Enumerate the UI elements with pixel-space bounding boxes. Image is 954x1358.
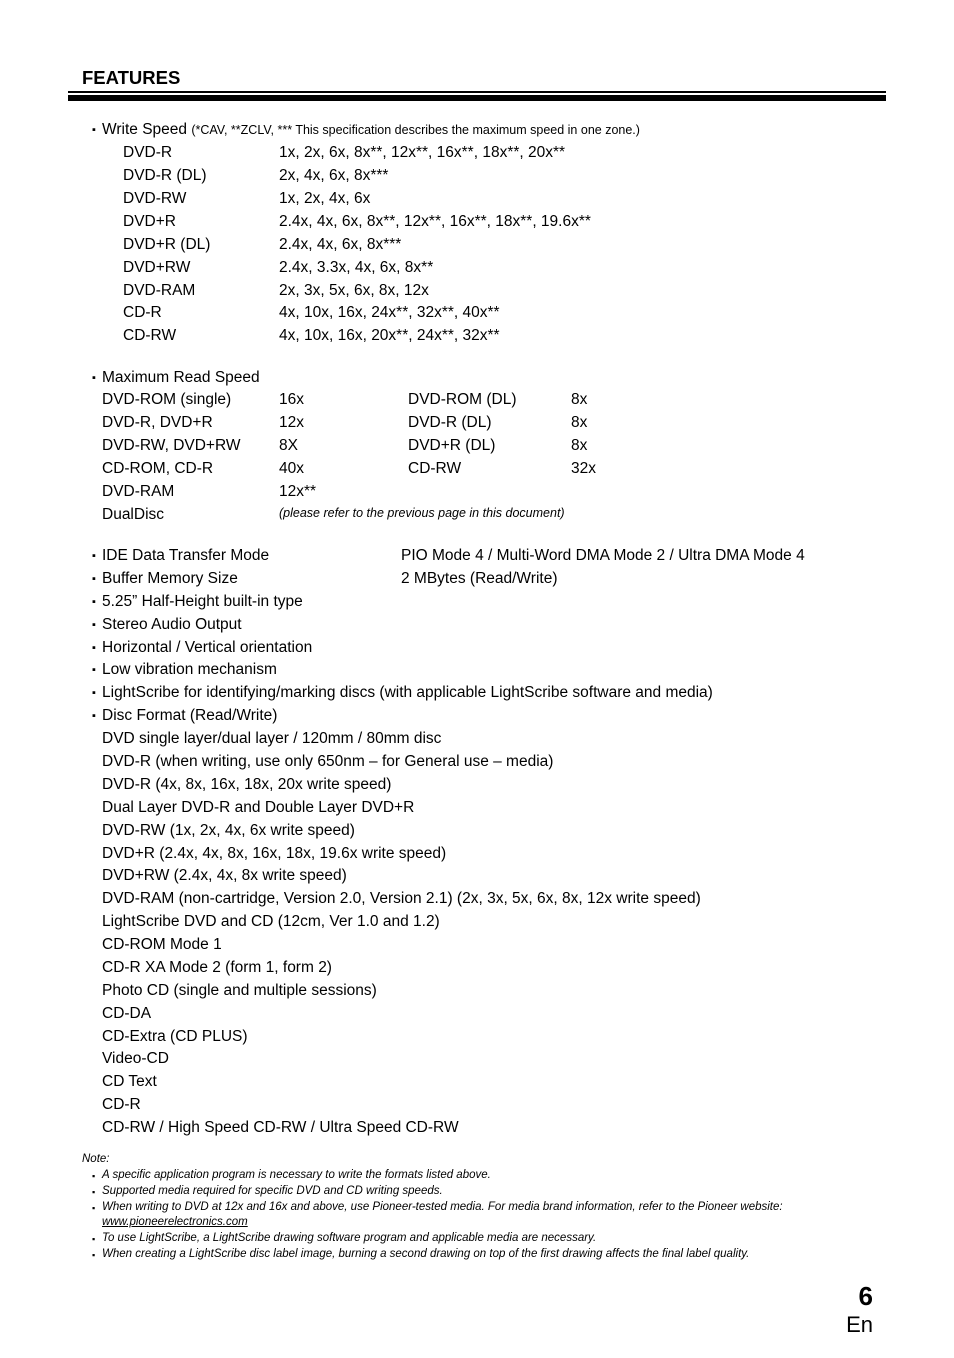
format-item: CD-ROM Mode 1 [102, 936, 222, 953]
spec-value-buffer: 2 MBytes (Read/Write) [401, 570, 558, 587]
read-speed-value: 40x [279, 460, 304, 477]
write-speed-values-dvd-plus-r-dl: 2.4x, 4x, 6x, 8x*** [279, 236, 402, 253]
feature-item: ▪ LightScribe for identifying/marking discs (with applicable LightScribe software and media) [102, 684, 713, 702]
read-speed-value: 8x [571, 414, 588, 431]
section-title: FEATURES [82, 67, 181, 88]
read-speed-value: 12x [279, 414, 304, 431]
write-speed-values-dvd-plus-rw: 2.4x, 3.3x, 4x, 6x, 8x** [279, 259, 434, 276]
note-item: ▪ Supported media required for specific DVD and CD writing speeds. [102, 1185, 443, 1197]
feature-item: ▪ Disc Format (Read/Write) [102, 707, 277, 725]
format-item: DVD+RW (2.4x, 4x, 8x write speed) [102, 867, 347, 884]
read-media: DVD-RAM [102, 483, 175, 500]
write-speed-media-dvd-r-dl: DVD-R (DL) [123, 167, 207, 184]
read-media: DVD-R (DL) [408, 414, 492, 431]
read-speed-value: 12x** [279, 483, 317, 500]
note-item: ▪ To use LightScribe, a LightScribe drawing software program and applicable media are necessary. [102, 1232, 596, 1244]
read-media: DVD-R, DVD+R [102, 414, 213, 431]
read-speed-heading: ▪ Maximum Read Speed [102, 369, 260, 387]
format-item: DVD single layer/dual layer / 120mm / 80mm disc [102, 730, 442, 747]
format-item: Video-CD [102, 1050, 169, 1067]
write-speed-values-cd-r: 4x, 10x, 16x, 24x**, 32x**, 40x** [279, 304, 500, 321]
note-item: ▪ When writing to DVD at 12x and 16x and above, use Pioneer-tested media. For media brand information, refer to the Pioneer website: [102, 1201, 783, 1213]
write-speed-media-dvd-r: DVD-R [123, 144, 173, 161]
write-speed-media-dvd-plus-r: DVD+R [123, 213, 176, 230]
write-speed-media-cd-rw: CD-RW [123, 327, 177, 344]
write-speed-values-dvd-rw: 1x, 2x, 4x, 6x [279, 190, 371, 207]
write-speed-heading [102, 121, 640, 139]
format-item: DVD+R (2.4x, 4x, 8x, 16x, 18x, 19.6x write speed) [102, 845, 447, 862]
write-speed-label: Write Speed [102, 121, 188, 138]
read-media: DVD-ROM (single) [102, 391, 232, 408]
notes-heading: Note: [82, 1153, 110, 1165]
write-speed-media-dvd-plus-rw: DVD+RW [123, 259, 191, 276]
feature-item: ▪ Low vibration mechanism [102, 661, 277, 679]
title-rule-thin [68, 91, 886, 93]
write-speed-media-dvd-ram: DVD-RAM [123, 282, 196, 299]
write-speed-media-dvd-plus-r-dl: DVD+R (DL) [123, 236, 211, 253]
page-number: 6 [858, 1281, 873, 1311]
read-media: CD-ROM, CD-R [102, 460, 214, 477]
language-code: En [846, 1312, 873, 1337]
format-item: CD Text [102, 1073, 157, 1090]
read-speed-value: 8x [571, 437, 588, 454]
format-item: DVD-R (when writing, use only 650nm – for General use – media) [102, 753, 554, 770]
write-speed-values-dvd-r-dl: 2x, 4x, 6x, 8x*** [279, 167, 389, 184]
write-speed-values-dvd-ram: 2x, 3x, 5x, 6x, 8x, 12x [279, 282, 429, 299]
dualdisc-label: DualDisc [102, 506, 165, 523]
write-speed-media-dvd-rw: DVD-RW [123, 190, 187, 207]
feature-item: ▪ 5.25” Half-Height built-in type [102, 593, 303, 611]
pioneer-website-link[interactable]: www.pioneerelectronics.com [102, 1216, 248, 1228]
format-item: CD-RW / High Speed CD-RW / Ultra Speed CD-RW [102, 1119, 459, 1136]
note-item: ▪ A specific application program is necessary to write the formats listed above. [102, 1169, 491, 1181]
spec-label-buffer: ▪ Buffer Memory Size [102, 570, 238, 588]
format-item: CD-Extra (CD PLUS) [102, 1028, 248, 1045]
read-media: DVD-RW, DVD+RW [102, 437, 241, 454]
write-speed-note: (*CAV, **ZCLV, *** This specification describes the maximum speed in one zone.) [191, 123, 640, 137]
read-speed-value: 16x [279, 391, 304, 408]
feature-item: ▪ Stereo Audio Output [102, 616, 242, 634]
read-media: DVD-ROM (DL) [408, 391, 517, 408]
write-speed-values-dvd-r: 1x, 2x, 6x, 8x**, 12x**, 16x**, 18x**, 20x** [279, 144, 566, 161]
read-media: CD-RW [408, 460, 462, 477]
spec-label-ide: ▪ IDE Data Transfer Mode [102, 547, 269, 565]
write-speed-media-cd-r: CD-R [123, 304, 162, 321]
write-speed-values-dvd-plus-r: 2.4x, 4x, 6x, 8x**, 12x**, 16x**, 18x**, 19.6x** [279, 213, 591, 230]
dualdisc-note: (please refer to the previous page in this document) [279, 506, 565, 520]
format-item: DVD-RW (1x, 2x, 4x, 6x write speed) [102, 822, 355, 839]
read-speed-value: 8x [571, 391, 588, 408]
title-rule-thick [68, 95, 886, 101]
format-item: CD-DA [102, 1005, 152, 1022]
feature-item: ▪ Horizontal / Vertical orientation [102, 639, 312, 657]
write-speed-values-cd-rw: 4x, 10x, 16x, 20x**, 24x**, 32x** [279, 327, 500, 344]
format-item: DVD-RAM (non-cartridge, Version 2.0, Version 2.1) (2x, 3x, 5x, 6x, 8x, 12x write speed) [102, 890, 701, 907]
read-speed-value: 8X [279, 437, 298, 454]
format-item: LightScribe DVD and CD (12cm, Ver 1.0 and 1.2) [102, 913, 440, 930]
format-item: Photo CD (single and multiple sessions) [102, 982, 377, 999]
read-speed-value: 32x [571, 460, 596, 477]
read-media: DVD+R (DL) [408, 437, 496, 454]
format-item: CD-R XA Mode 2 (form 1, form 2) [102, 959, 332, 976]
format-item: CD-R [102, 1096, 141, 1113]
format-item: Dual Layer DVD-R and Double Layer DVD+R [102, 799, 415, 816]
format-item: DVD-R (4x, 8x, 16x, 18x, 20x write speed) [102, 776, 392, 793]
note-item: ▪ When creating a LightScribe disc label image, burning a second drawing on top of the first drawing affects the final label quality. [102, 1248, 749, 1260]
spec-value-ide: PIO Mode 4 / Multi-Word DMA Mode 2 / Ultra DMA Mode 4 [401, 547, 805, 564]
